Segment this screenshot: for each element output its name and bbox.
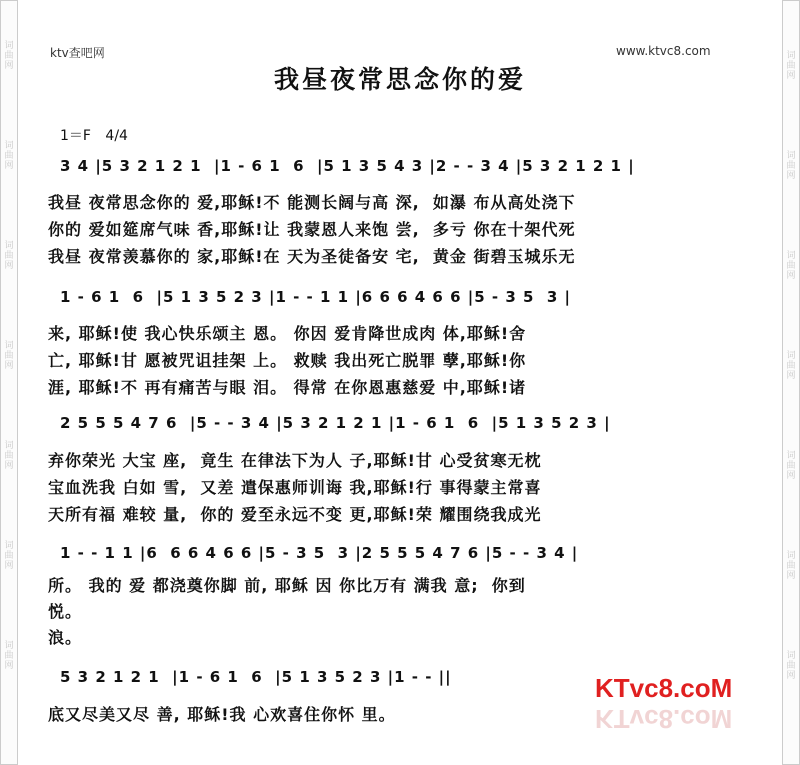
watermark-text: 词曲网 [4, 141, 14, 171]
ktvc8-logo: KTvc8.coM [595, 673, 733, 703]
watermark-text: 词曲网 [4, 41, 14, 71]
watermark-text: 词曲网 [786, 351, 796, 381]
watermark-text: 词曲网 [786, 251, 796, 281]
watermark-text: 词曲网 [786, 151, 796, 181]
lyric-line-4-verse-3: 浪。 [48, 628, 83, 647]
watermark-text: 词曲网 [786, 551, 796, 581]
notation-line-2: 1 - 6 1 6 |5 1 3 5 2 3 |1 - - 1 1 |6 6 6 4 6 6 |5 - 3 5 3 | [60, 288, 572, 306]
lyric-line-1-verse-2: 你的 爱如筵席气味 香,耶稣!让 我蒙恩人来饱 尝, 多亏 你在十架代死 [48, 220, 576, 239]
notation-line-4: 1 - - 1 1 |6 6 6 4 6 6 |5 - 3 5 3 |2 5 5 5 4 7 6 |5 - - 3 4 | [60, 544, 579, 562]
watermark-text: 词曲网 [786, 651, 796, 681]
right-watermark-strip [782, 0, 800, 765]
lyric-line-2-verse-1: 来, 耶稣!使 我心快乐颂主 恩。 你因 爱肯降世成肉 体,耶稣!舍 [48, 324, 527, 343]
watermark-text: 词曲网 [4, 341, 14, 371]
lyric-line-4-verse-1: 所。 我的 爱 都浇奠你脚 前, 耶稣 因 你比万有 满我 意; 你到 [48, 576, 526, 595]
lyric-line-3-verse-2: 宝血洗我 白如 雪, 又差 遣保惠师训诲 我,耶稣!行 事得蒙主常喜 [48, 478, 542, 497]
notation-line-3: 2 5 5 5 4 7 6 |5 - - 3 4 |5 3 2 1 2 1 |1 - 6 1 6 |5 1 3 5 2 3 | [60, 414, 611, 432]
watermark-text: 词曲网 [786, 451, 796, 481]
lyric-line-1-verse-3: 我昼 夜常羡慕你的 家,耶稣!在 天为圣徒备安 宅, 黄金 街碧玉城乐无 [48, 247, 576, 266]
ktvc8-logo-reflection: KTvc8.coM [595, 704, 733, 734]
lyric-line-5-verse-1: 底又尽美又尽 善, 耶稣!我 心欢喜住你怀 里。 [48, 705, 396, 724]
site-name-left: ktv查吧网 [50, 46, 105, 60]
watermark-text: 词曲网 [4, 541, 14, 571]
notation-line-1: 3 4 |5 3 2 1 2 1 |1 - 6 1 6 |5 1 3 5 4 3 |2 - - 3 4 |5 3 2 1 2 1 | [60, 157, 635, 175]
watermark-text: 词曲网 [4, 441, 14, 471]
watermark-text: 词曲网 [4, 241, 14, 271]
left-watermark-strip [0, 0, 18, 765]
watermark-text: 词曲网 [4, 641, 14, 671]
lyric-line-2-verse-2: 亡, 耶稣!甘 愿被咒诅挂架 上。 救赎 我出死亡脱罪 孽,耶稣!你 [48, 351, 527, 370]
lyric-line-1-verse-1: 我昼 夜常思念你的 爱,耶稣!不 能测长阔与高 深, 如瀑 布从高处浇下 [48, 193, 576, 212]
lyric-line-3-verse-1: 弃你荣光 大宝 座, 竟生 在律法下为人 子,耶稣!甘 心受贫寒无枕 [48, 451, 542, 470]
site-url-right: www.ktvc8.com [616, 44, 711, 58]
lyric-line-4-verse-2: 悦。 [48, 602, 83, 621]
notation-line-5: 5 3 2 1 2 1 |1 - 6 1 6 |5 1 3 5 2 3 |1 - - || [60, 668, 452, 686]
lyric-line-2-verse-3: 涯, 耶稣!不 再有痛苦与眼 泪。 得常 在你恩惠慈爱 中,耶稣!诸 [48, 378, 527, 397]
key-signature: 1＝F 4/4 [60, 128, 128, 144]
watermark-text: 词曲网 [786, 51, 796, 81]
lyric-line-3-verse-3: 天所有福 难较 量, 你的 爱至永远不变 更,耶稣!荣 耀围绕我成光 [48, 505, 542, 524]
song-title: 我昼夜常思念你的爱 [273, 65, 526, 94]
